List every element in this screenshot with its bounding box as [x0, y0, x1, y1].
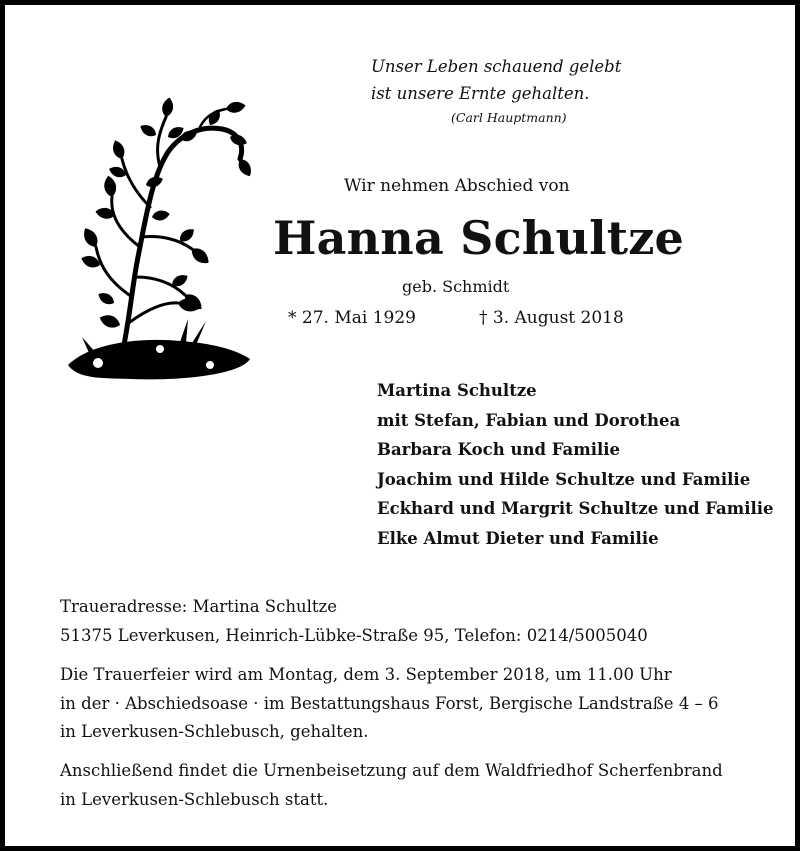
burial-line: in Leverkusen-Schlebusch statt. — [60, 789, 329, 809]
birth-name: geb. Schmidt — [402, 277, 510, 296]
death-date: † 3. August 2018 — [479, 308, 624, 328]
ceremony-line: in der · Abschiedsoase · im Bestattungshaus Forst, Bergische Landstraße 4 – 6 — [60, 693, 719, 713]
mourning-address — [60, 593, 648, 650]
address-line: 51375 Leverkusen, Heinrich-Lübke-Straße 95, Telefon: 0214/5005040 — [60, 625, 648, 645]
mourners-list — [377, 376, 774, 553]
list-item: Elke Almut Dieter und Familie — [377, 528, 659, 548]
deceased-name: Hanna Schultze — [273, 211, 685, 265]
list-item: mit Stefan, Fabian und Dorothea — [377, 410, 681, 430]
list-item: Joachim und Hilde Schultze und Familie — [377, 469, 751, 489]
list-item: Barbara Koch und Familie — [377, 440, 620, 459]
ceremony-line: in Leverkusen-Schlebusch, gehalten. — [60, 722, 369, 741]
plant-silhouette-icon — [60, 97, 275, 387]
ceremony-line: Die Trauerfeier wird am Montag, dem 3. September 2018, um 11.00 Uhr — [60, 665, 672, 684]
list-item: Eckhard und Margrit Schultze und Familie — [377, 499, 774, 518]
burial-line: Anschließend findet die Urnenbeisetzung auf dem Waldfriedhof Scherfenbrand — [60, 761, 723, 780]
epigraph-line: ist unsere Ernte gehalten. — [371, 84, 590, 103]
ceremony-info — [60, 661, 719, 747]
list-item: Martina Schultze — [377, 381, 537, 400]
birth-date: * 27. Mai 1929 — [288, 308, 416, 328]
burial-info — [60, 757, 723, 814]
intro-text: Wir nehmen Abschied von — [344, 176, 570, 196]
epigraph-author: (Carl Hauptmann) — [451, 110, 567, 125]
epigraph — [371, 53, 621, 107]
address-line: Traueradresse: Martina Schultze — [60, 597, 337, 616]
epigraph-line: Unser Leben schauend gelebt — [371, 57, 622, 76]
